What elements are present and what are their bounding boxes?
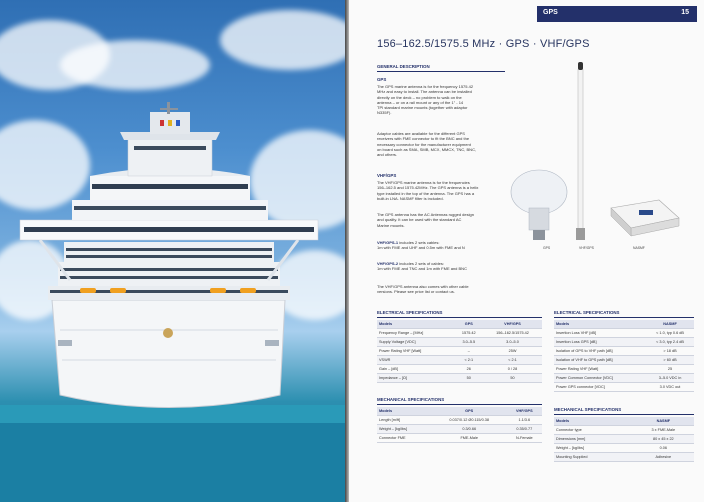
mechanical-specs-heading: MECHANICAL SPECIFICATIONS	[377, 397, 445, 402]
table-row	[377, 329, 542, 338]
table-cell: Impedance – [Ω]	[377, 374, 455, 383]
text-line: MHz and easy to install. The antenna can be installed	[377, 89, 472, 95]
vhf-gps-image-label: VHF/GPS	[579, 246, 594, 250]
text-line: The VHF/GPS marine antenna is for the frequencies	[377, 180, 470, 185]
table-cell: < 1.0, typ 0.6 dB	[646, 329, 694, 338]
electrical-specs-table	[377, 320, 542, 383]
nasmf-splitter-icon	[611, 200, 679, 236]
vhf-gps-2-note	[377, 261, 503, 272]
column-header: GPS	[455, 320, 483, 329]
table-cell: Isolation of GPS to VHF path [dB]	[554, 347, 646, 356]
section-rule	[377, 317, 542, 318]
general-description-heading: GENERAL DESCRIPTION	[377, 64, 430, 69]
vhf-gps-1-note	[377, 240, 503, 251]
gps-description	[377, 84, 503, 116]
text-line: 1m with FME and UHF and 0.5m with FME and N	[377, 245, 465, 251]
text-line: 1m with FME and TNC and 1m with FME and BNC	[377, 266, 467, 272]
table-cell: 50	[483, 374, 542, 383]
gps-image-label: GPS	[543, 246, 551, 250]
section-rule	[554, 414, 694, 415]
column-header: VHF/GPS	[483, 320, 542, 329]
table-cell: Connector FME	[377, 434, 432, 443]
column-header: Models	[377, 320, 455, 329]
table-row	[554, 383, 694, 392]
table-cell: VSWR	[377, 356, 455, 365]
text-line: 156–162.5 and 1575.42MHz. The GPS antenna is a helix	[377, 185, 479, 191]
vhf-gps-subheading: VHF/GPS	[377, 173, 397, 178]
table-cell: N-Female	[507, 434, 542, 443]
table-cell: Gain – [dB]	[377, 365, 455, 374]
column-header: Models	[377, 407, 432, 416]
text-line: versions. Please see price list or contact us.	[377, 289, 455, 295]
section-rule	[377, 71, 505, 72]
table-row	[554, 374, 694, 383]
text-line: necessary connector for the manufacturer equipment	[377, 141, 471, 147]
table-row	[554, 444, 694, 453]
column-header: NASMF	[646, 320, 694, 329]
table-row	[377, 356, 542, 365]
table-row	[377, 425, 542, 434]
table-cell: 0.037/0.12 Ø0.115/0.38	[432, 416, 507, 425]
table-cell: 3.0–5.0	[483, 338, 542, 347]
text-line: The GPS antenna has the AC Antennas rugged design	[377, 212, 474, 217]
text-line: and quality. It can be used with the standard AC	[377, 217, 462, 223]
column-header: VHF/GPS	[507, 407, 542, 416]
table-cell: Supply Voltage [VDC]	[377, 338, 455, 347]
table-cell: > 18 dB	[646, 347, 694, 356]
table-cell: 25	[646, 365, 694, 374]
spec-page	[349, 0, 704, 502]
text-line: type installed in the top of the antenna. The GPS has a	[377, 190, 475, 196]
table-cell: 156–162.5/1575.42	[483, 329, 542, 338]
table-cell: Dimensions [mm]	[554, 435, 633, 444]
table-cell: Power Rating VHF [Watt]	[554, 365, 646, 374]
quality-description	[377, 212, 503, 228]
text-line: built-in LNA. NASMF filter is included.	[377, 195, 444, 201]
table-cell: < 2:1	[455, 356, 483, 365]
column-header: Models	[554, 320, 646, 329]
table-cell: Power Common Connector [VDC]	[554, 374, 646, 383]
table-header-row	[377, 320, 542, 329]
section-rule	[377, 404, 542, 405]
table-row	[554, 338, 694, 347]
table-cell: 80 x 45 x 22	[633, 435, 694, 444]
page-number: 15	[681, 9, 689, 16]
text-line: on board such as SMA, SMB, MCX, MMCX, TNC, BNC,	[377, 146, 477, 152]
text-line: Adaptor cables are available for the different GPS	[377, 131, 465, 136]
text-line: receivers with FME connector to fit the BNC and the	[377, 136, 470, 142]
text-line: antenna – or on a rail mount or any of the 1" - 14	[377, 99, 464, 105]
ship-illustration	[0, 0, 345, 502]
table-cell: 1.1/3.6	[507, 416, 542, 425]
table-cell: Weight – [kg/lbs]	[377, 425, 432, 434]
table-cell: 3–5.0 VDC in	[646, 374, 694, 383]
adaptor-description	[377, 131, 503, 157]
electrical-specs-heading: ELECTRICAL SPECIFICATIONS	[377, 310, 443, 315]
table-cell: Connector type	[554, 426, 633, 435]
table-cell: 3.0 VDC out	[646, 383, 694, 392]
table-cell: Mounting Supplied	[554, 453, 633, 462]
table-cell: Power Rating VHF [Watt]	[377, 347, 455, 356]
text-line: N335F).	[377, 110, 392, 116]
column-header: Models	[554, 417, 633, 426]
page-title: 156–162.5/1575.5 MHz · GPS · VHF/GPS	[377, 38, 590, 50]
nasmf-mechanical-table	[554, 417, 694, 462]
table-row	[377, 374, 542, 383]
table-cell: Isolation of VHF to GPS path [dB]	[554, 356, 646, 365]
gps-antenna-icon	[511, 170, 567, 214]
text-span: includes 2 sets of cables:	[399, 261, 444, 266]
text-span: includes 2 sets cables:	[399, 240, 440, 245]
table-row	[377, 434, 542, 443]
table-cell: 0.35/0.77	[507, 425, 542, 434]
text-line: The GPS marine antenna is for the frequency 1575.42	[377, 84, 474, 89]
vhf-gps-2-label: VHF/GPS-2	[377, 261, 399, 266]
vhf-gps-1-label: VHF/GPS-1	[377, 240, 399, 245]
nasmf-mechanical-heading: MECHANICAL SPECIFICATIONS	[554, 407, 622, 412]
column-header: NASMF	[633, 417, 694, 426]
table-cell: > 60 dB	[646, 356, 694, 365]
table-row	[554, 329, 694, 338]
table-header-row	[554, 320, 694, 329]
column-header: GPS	[432, 407, 507, 416]
table-row	[554, 426, 694, 435]
table-cell: 0.06	[633, 444, 694, 453]
text-line: The VHF/GPS antenna also comes with other cable	[377, 284, 469, 289]
table-cell: 26	[455, 365, 483, 374]
table-row	[554, 453, 694, 462]
table-row	[377, 347, 542, 356]
table-cell: 3 x FME-Male	[633, 426, 694, 435]
table-row	[377, 416, 542, 425]
table-cell: 25W	[483, 347, 542, 356]
table-row	[554, 356, 694, 365]
text-line: TPI standard marine mounts (together with adaptor	[377, 105, 468, 111]
page-header-bar	[537, 6, 697, 22]
table-cell: Insertion Loss VHF [dB]	[554, 329, 646, 338]
table-header-row	[554, 417, 694, 426]
section-rule	[554, 317, 694, 318]
text-line: directly on the deck – no problem to walk on the	[377, 94, 462, 100]
table-cell: Adhesive	[633, 453, 694, 462]
table-cell: FME-Male	[432, 434, 507, 443]
table-cell: 50	[455, 374, 483, 383]
table-cell: Length [m/ft]	[377, 416, 432, 425]
table-cell: Weight – [kg/lbs]	[554, 444, 633, 453]
product-images	[509, 60, 694, 260]
section-label: GPS	[543, 9, 558, 16]
vhf-gps-description	[377, 180, 503, 201]
table-cell: 3.0–5.5	[455, 338, 483, 347]
text-line: Marine mounts.	[377, 222, 405, 228]
table-header-row	[377, 407, 542, 416]
vhf-gps-antenna-icon	[578, 68, 583, 238]
cruise-ship-photo	[0, 0, 345, 502]
nasmf-image-label: NASMF	[633, 246, 645, 250]
table-cell: Insertion Loss GPS [dB]	[554, 338, 646, 347]
antenna-base-icon	[576, 228, 585, 240]
nasmf-electrical-table	[554, 320, 694, 392]
table-row	[554, 347, 694, 356]
table-cell: Power GPS connector [VDC]	[554, 383, 646, 392]
table-cell: –	[455, 347, 483, 356]
nasmf-electrical-heading: ELECTRICAL SPECIFICATIONS	[554, 310, 620, 315]
table-cell: < 3.0, typ 2.4 dB	[646, 338, 694, 347]
gps-subheading: GPS	[377, 77, 387, 82]
mechanical-specs-table	[377, 407, 542, 443]
table-cell: 0.3/0.66	[432, 425, 507, 434]
table-row	[554, 435, 694, 444]
table-cell: 1575.42	[455, 329, 483, 338]
table-row	[377, 338, 542, 347]
other-versions-note	[377, 284, 503, 295]
text-line: and others.	[377, 152, 398, 158]
antenna-tip-icon	[578, 62, 583, 70]
table-row	[554, 365, 694, 374]
table-cell: < 2:1	[483, 356, 542, 365]
table-row	[377, 365, 542, 374]
table-cell: 0 / 28	[483, 365, 542, 374]
table-cell: Frequency Range – [MHz]	[377, 329, 455, 338]
